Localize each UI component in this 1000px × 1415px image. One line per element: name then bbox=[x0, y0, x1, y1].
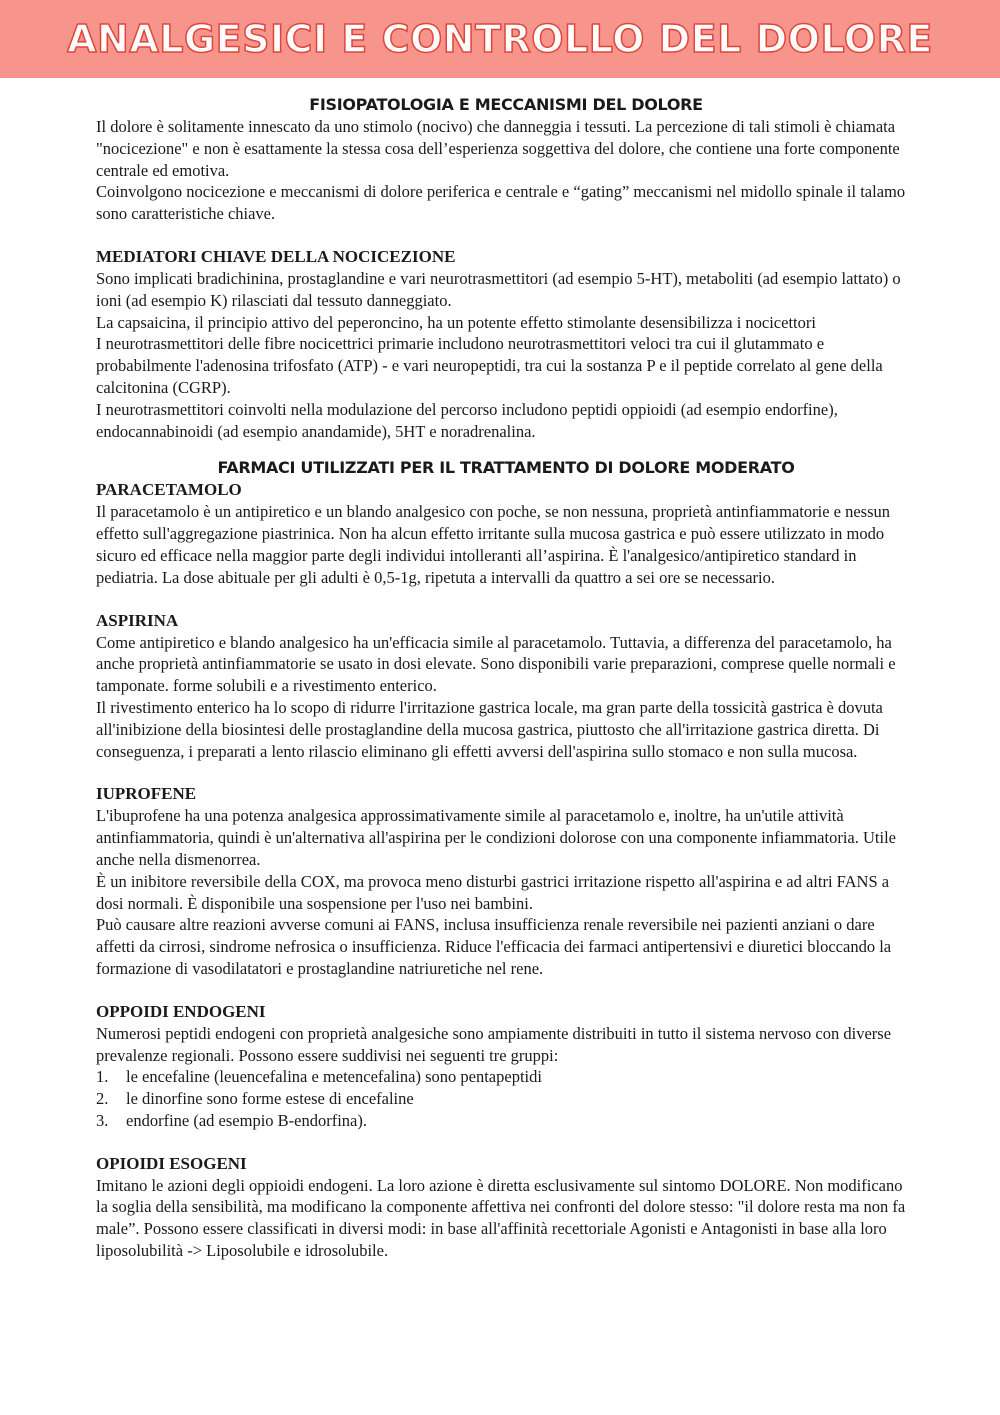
list-text: endorfine (ad esempio B-endorfina). bbox=[126, 1110, 367, 1130]
heading-aspirina: ASPIRINA bbox=[96, 610, 179, 630]
list-item bbox=[96, 1088, 916, 1110]
list-text: le encefaline (leuencefalina e metencefalina) sono pentapeptidi bbox=[126, 1067, 542, 1087]
title-banner bbox=[0, 0, 1000, 78]
list-number: 1. bbox=[96, 1067, 109, 1087]
list-item bbox=[96, 1110, 916, 1132]
paragraph: I neurotrasmettitori coinvolti nella modulazione del percorso includono peptidi oppioidi (ad esempio endorfine), endocannabinoidi (ad esempio anandamide), 5HT e noradrenalina. bbox=[96, 399, 838, 441]
paragraph: Coinvolgono nocicezione e meccanismi di dolore periferica e centrale e “gating” meccanismi nel midollo spinale il talamo sono caratteristiche chiave. bbox=[96, 182, 906, 224]
paragraph: Può causare altre reazioni avverse comuni ai FANS, inclusa insufficienza renale reversibile nei pazienti anziani o dare affetti da cirrosi, sindrome nefrosica o insufficienza. Riduce l'efficacia dei farmaci antipertensivi e diuretici bloccando la formazione di vasodilatatori e prostaglandine natriuretiche nel rene. bbox=[96, 915, 892, 978]
paragraph: I neurotrasmettitori delle fibre nocicettrici primarie includono neurotrasmettitori veloci tra cui il glutammato e probabilmente l'adenosina trifosfato (ATP) - e vari neuropeptidi, tra cui la sostanza P e il peptide correlato al gene della calcitonina (CGRP). bbox=[96, 334, 883, 397]
list-number: 2. bbox=[96, 1089, 109, 1109]
paragraph: È un inibitore reversibile della COX, ma provoca meno disturbi gastrici irritazione rispetto all'aspirina e ad altri FANS a dosi normali. È disponibile una sospensione per l'uso nei bambini. bbox=[96, 871, 890, 913]
paragraph: Il dolore è solitamente innescato da uno stimolo (nocivo) che danneggia i tessuti. La percezione di tali stimoli è chiamata "nocicezione" e non è esattamente la stessa cosa dell’esperienza soggettiva del dolore, che contiene una forte componente centrale ed emotiva. bbox=[96, 117, 900, 180]
page-title: ANALGESICI E CONTROLLO DEL DOLORE bbox=[67, 17, 933, 61]
heading-oppioidi-esogeni: OPIOIDI ESOGENI bbox=[96, 1153, 247, 1173]
paragraph: Il paracetamolo è un antipiretico e un blando analgesico con poche, se non nessuna, proprietà antinfiammatorie e nessun effetto sull'aggregazione piastrinica. Non ha alcun effetto irritante sulla mucosa gastrica e può essere utilizzato in modo sicuro ed efficace nella maggior parte degli individui intolleranti all’aspirina. È l'analgesico/antipiretico standard in pediatria. La dose abituale per gli adulti è 0,5-1g, ripetuta a intervalli da quattro a sei ore se necessario. bbox=[96, 502, 891, 587]
heading-iuprofene: IUPROFENE bbox=[96, 784, 197, 804]
heading-mediatori: MEDIATORI CHIAVE DELLA NOCICEZIONE bbox=[96, 246, 456, 266]
paragraph: Come antipiretico e blando analgesico ha un'efficacia simile al paracetamolo. Tuttavia, a differenza del paracetamolo, ha anche proprietà antinfiammatorie se usato in dosi elevate. Sono disponibili varie preparazioni, comprese quelle normali e tamponate. forme solubili e a rivestimento enterico. bbox=[96, 632, 896, 696]
heading-paracetamolo: PARACETAMOLO bbox=[96, 480, 242, 500]
list-number: 3. bbox=[96, 1110, 109, 1130]
numbered-list bbox=[96, 1066, 916, 1131]
paragraph: Numerosi peptidi endogeni con proprietà analgesiche sono ampiamente distribuiti in tutto il sistema nervoso con diverse prevalenze regionali. Possono essere suddivisi nei seguenti tre gruppi: bbox=[96, 1023, 892, 1065]
paragraph: Il rivestimento enterico ha lo scopo di ridurre l'irritazione gastrica locale, ma gran parte della tossicità gastrica è dovuta all'inibizione della biosintesi delle prostaglandine della mucosa gastrica, piuttosto che all'irritazione gastrica diretta. Di conseguenza, i preparati a lento rilascio eliminano gli effetti avversi dell'aspirina sullo stomaco e non sulla mucosa. bbox=[96, 697, 883, 761]
list-item bbox=[96, 1066, 916, 1088]
paragraph: Sono implicati bradichinina, prostaglandine e vari neurotrasmettitori (ad esempio 5-HT), metaboliti (ad esempio lattato) o ioni (ad esempio K) rilasciati dal tessuto danneggiato. bbox=[96, 268, 901, 310]
section-title-farmaci: FARMACI UTILIZZATI PER IL TRATTAMENTO DI DOLORE MODERATO bbox=[217, 458, 795, 478]
document-body bbox=[96, 94, 916, 1262]
list-text: le dinorfine sono forme estese di encefaline bbox=[126, 1089, 414, 1109]
paragraph: La capsaicina, il principio attivo del peperoncino, ha un potente effetto stimolante desensibilizza i nocicettori bbox=[96, 312, 816, 332]
paragraph: L'ibuprofene ha una potenza analgesica approssimativamente simile al paracetamolo e, inoltre, ha un'utile attività antinfiammatoria, quindi è un'alternativa all'aspirina per le condizioni dolorose con una componente infiammatoria. Utile anche nella dismenorrea. bbox=[96, 806, 896, 869]
paragraph: Imitano le azioni degli oppioidi endogeni. La loro azione è diretta esclusivamente sul sintomo DOLORE. Non modificano la soglia della sensibilità, ma modificano la componente affettiva nei confronti del dolore stesso: "il dolore resta ma non fa male”. Possono essere classificati in diversi modi: in base all'affinità recettoriale Agonisti e Antagonisti in base alla loro liposolubilità -> Liposolubile e idrosolubile. bbox=[96, 1175, 906, 1261]
section-title-fisiopatologia: FISIOPATOLOGIA E MECCANISMI DEL DOLORE bbox=[309, 95, 703, 114]
heading-oppioidi-endogeni: OPPOIDI ENDOGENI bbox=[96, 1001, 266, 1021]
